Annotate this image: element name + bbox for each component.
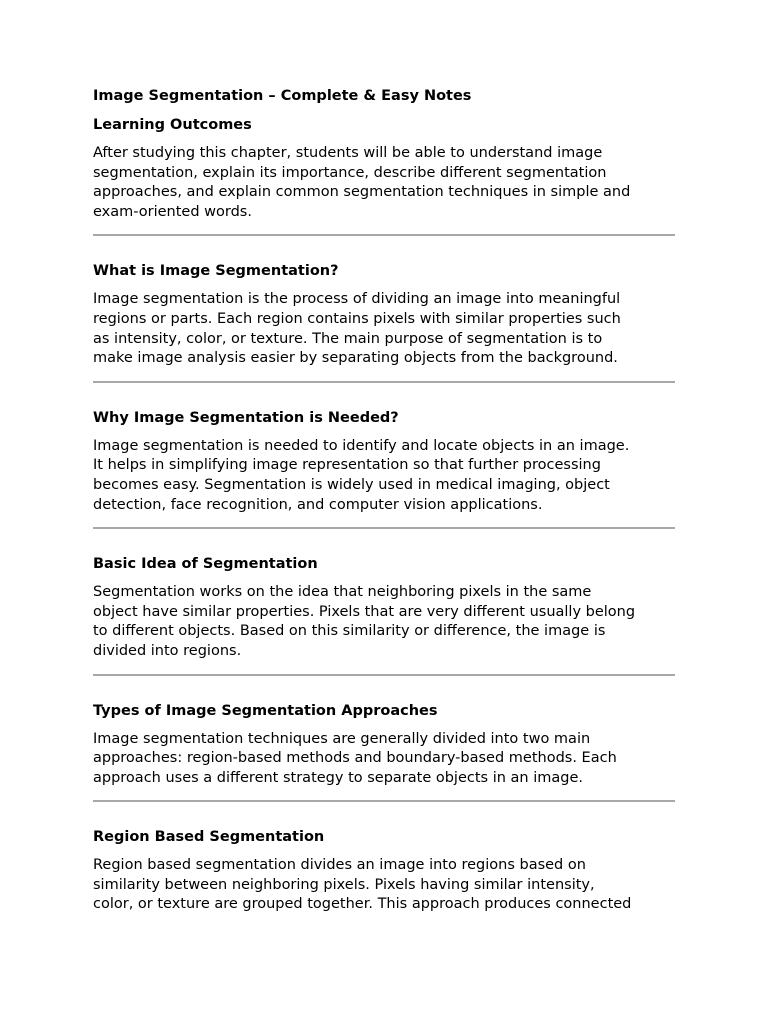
document-title: Image Segmentation – Complete & Easy Notes bbox=[93, 88, 472, 104]
section-body: Image segmentation techniques are generally divided into two main approaches: region-based methods and boundary-based methods. Each approach uses a different strategy to separate objects in an image. bbox=[93, 730, 617, 786]
section-region-based bbox=[93, 827, 675, 915]
section-why-needed bbox=[93, 408, 675, 515]
section-heading: Learning Outcomes bbox=[93, 117, 252, 133]
section-what-is-segmentation bbox=[93, 261, 675, 368]
section-heading: Region Based Segmentation bbox=[93, 829, 325, 846]
section-body: Region based segmentation divides an image into regions based on similarity between neighboring pixels. Pixels having similar intensity, color, or texture are grouped together. This approach produces connected bbox=[93, 857, 632, 913]
section-heading: Basic Idea of Segmentation bbox=[93, 556, 318, 573]
section-heading: Why Image Segmentation is Needed? bbox=[93, 409, 399, 426]
section-learning-outcomes bbox=[93, 115, 675, 222]
section-divider bbox=[93, 674, 675, 676]
section-body: Image segmentation is the process of dividing an image into meaningful regions or parts. Each region contains pixels with similar properties such as intensity, color, or texture. The main purpose of segmentation is to make image analysis easier by separating objects from the background. bbox=[93, 291, 621, 367]
section-types-of-approaches bbox=[93, 701, 675, 789]
section-body: Image segmentation is needed to identify and locate objects in an image. It helps in simplifying image representation so that further processing becomes easy. Segmentation is widely used in medical imaging, object detection, face recognition, and computer vision applications. bbox=[93, 437, 630, 513]
section-divider bbox=[93, 234, 675, 236]
section-body: Segmentation works on the idea that neighboring pixels in the same object have similar properties. Pixels that are very different usually belong to different objects. Based on this similarity or difference, the image is divided into regions. bbox=[93, 584, 636, 659]
section-divider bbox=[93, 800, 675, 802]
section-heading: What is Image Segmentation? bbox=[93, 263, 339, 280]
section-heading: Types of Image Segmentation Approaches bbox=[93, 702, 438, 719]
section-divider bbox=[93, 527, 675, 529]
document-page bbox=[93, 86, 675, 915]
section-basic-idea bbox=[93, 554, 675, 661]
section-body: After studying this chapter, students will be able to understand image segmentation, explain its importance, describe different segmentation approaches, and explain common segmentation techniques in simple and exam-oriented words. bbox=[93, 145, 631, 220]
section-divider bbox=[93, 381, 675, 383]
